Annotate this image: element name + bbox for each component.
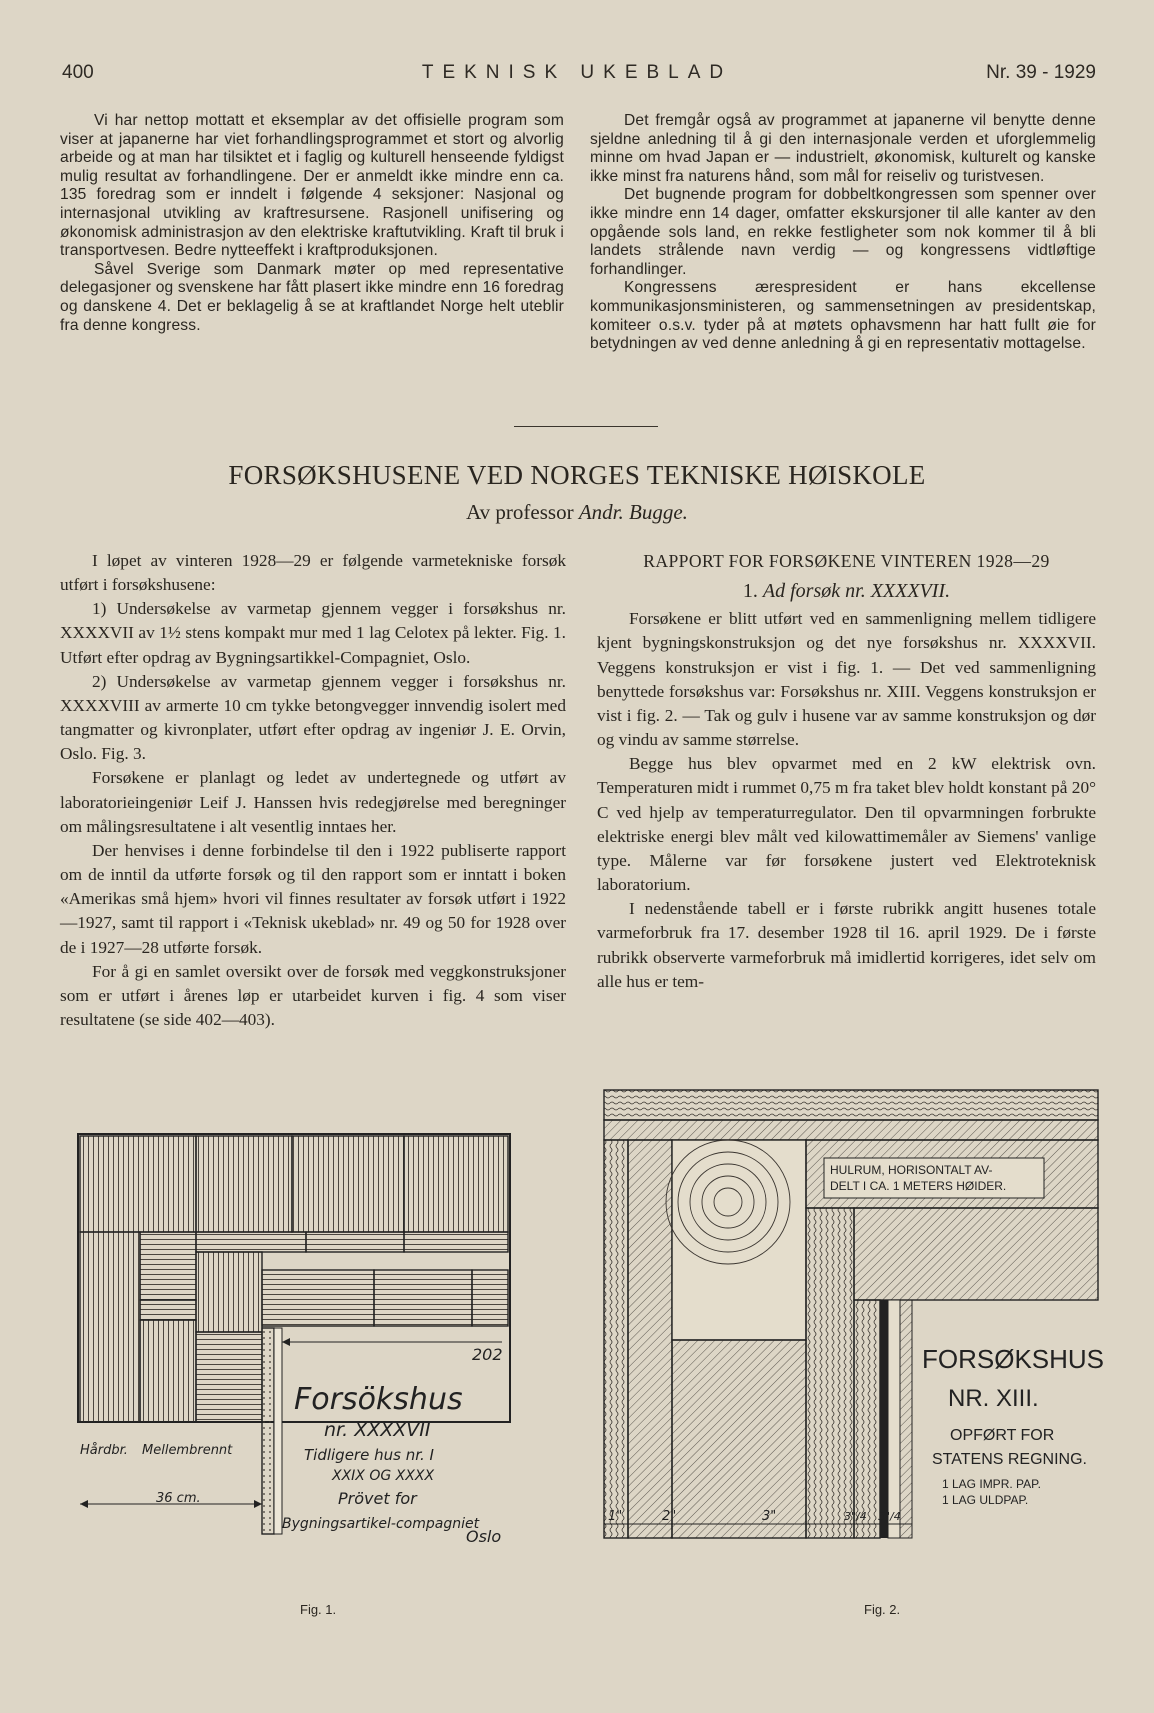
top-left-column xyxy=(60,112,564,335)
paragraph: Forsøkene er blitt utført ved en sammenligning mellem tidligere kjent bygningskonstruksjon og det nye forsøkshus nr. XXXXVII. Veggens konstruksjon er vist i fig. 1. — Det ved sammenligning benyttede forsøkshus var: Forsøkshus nr. XIII. Veggens konstruksjon er vist i fig. 2. — Tak og gulv i husene var av samme konstruksjon og dør og vindu av samme størrelse. xyxy=(597,609,1096,750)
paragraph: 2) Undersøkelse av varmetap gjennem vegger i forsøkshus nr. XXXXVIII av armerte 10 cm tykke betongvegger innvendig isolert med tangmatter og kivronplater, utført efter opdrag av ingeniør J. E. Orvin, Oslo. Fig. 3. xyxy=(60,671,566,764)
paragraph: Vi har nettop mottatt et eksemplar av det offisielle program som viser at japanerne har viet forhandlingsprogrammet et stort og alvorlig arbeide og at man har tilsiktet et i faglig og kulturell henseende fyldigst mulig resultat av forhandlingene. Der er anmeldt ikke mindre enn ca. 135 foredrag som er inndelt i følgende 4 seksjoner: Nasjonal og internasjonal utvikling av kraftresursene. Rasjonell unifisering og økonomisk administrasjon av den elektriske kraftutvikling. Kraft til bruk i transportvesen. Bedre nytteeffekt i kraftproduksjonen. xyxy=(60,112,564,260)
fig1-note3: Prövet for xyxy=(338,1489,417,1508)
brick-wall xyxy=(78,1134,510,1534)
fig2-title-line1: FORSØKSHUS xyxy=(922,1344,1105,1374)
timber-wall xyxy=(604,1090,1098,1538)
fig1-title-line1: Forsökshus xyxy=(294,1382,463,1417)
page-number: 400 xyxy=(62,62,94,83)
article-title: FORSØKSHUSENE VED NORGES TEKNISKE HØISKOLE xyxy=(228,460,926,490)
fig2-title-line3: OPFØRT FOR xyxy=(950,1427,1055,1444)
issue-number: Nr. 39 - 1929 xyxy=(986,62,1096,83)
figure-2-caption: Fig. 2. xyxy=(864,1602,901,1617)
report-heading: RAPPORT FOR FORSØKENE VINTEREN 1928—29 xyxy=(643,551,1050,571)
figure-2-drawing xyxy=(602,1088,1105,1538)
paragraph: Der henvises i denne forbindelse til den i 1922 publiserte rapport om de inntil da utførte forsøk og til den rapport som er inntatt i boken «Amerikas små hjem» hvori vil finnes resultater av forsøk utført i 1922—1927, samt til rapport i «Teknisk ukeblad» nr. 49 og 50 for 1928 over de i 1927—28 utførte forsøk. xyxy=(60,840,566,957)
paragraph: I løpet av vinteren 1928—29 er følgende varmetekniske forsøk utført i forsøkshusene: xyxy=(60,551,566,595)
paragraph: Det bugnende program for dobbeltkongressen som spenner over ikke mindre enn 14 dager, omfatter ekskursjoner til alle kanter av den opgående sols land, en rekke festligheter som nok kommer til å bli landets strålende navn verdig — og kongressens vidtløftige forhandlinger. xyxy=(590,186,1096,278)
paragraph: Det fremgår også av programmet at japanerne vil benytte denne sjeldne anledning til å gi den internasjonale verden et uforglemmelig minne om hvad Japan er — industrielt, økonomisk, kulturelt og kanske ikke minst fra naturens hånd, som mål for reiseliv og turistvesen. xyxy=(590,112,1096,185)
fig2-title-line2: NR. XIII. xyxy=(948,1385,1039,1412)
label-hardbr: Hårdbr. xyxy=(80,1443,128,1458)
layer2: 1 LAG ULDPAP. xyxy=(942,1493,1029,1507)
dim-2in: 2" xyxy=(662,1509,677,1524)
paragraph: 1) Undersøkelse av varmetap gjennem vegger i forsøkshus nr. XXXXVII av 1½ stens kompakt mur med 1 lag Celotex på lekter. Fig. 1. Utført efter opdrag av Bygningsartikkel-Compagniet, Oslo. xyxy=(60,599,566,667)
dim-202: 202 xyxy=(472,1345,503,1364)
section-divider xyxy=(514,426,658,427)
dim-34b: 3"/4 xyxy=(878,1510,901,1523)
paragraph: I nedenstående tabell er i første rubrikk angitt husenes totale varmeforbruk fra 17. desember 1928 til 16. april 1929. De i første rubrikk observerte varmeforbruk må imidlertid korrigeres, idet selv om alle hus er tem- xyxy=(597,899,1096,991)
log-end xyxy=(666,1140,806,1340)
sub-heading xyxy=(597,579,1096,603)
note-hulrum-2: DELT I CA. 1 METERS HØIDER. xyxy=(830,1179,1007,1193)
note-hulrum-1: HULRUM, HORISONTALT AV- xyxy=(830,1163,993,1177)
fig1-note2: XXIX OG XXXX xyxy=(332,1468,435,1484)
label-mellembrennt: Mellembrennt xyxy=(142,1443,233,1458)
paragraph: For å gi en samlet oversikt over de forsøk med veggkonstruksjoner som er utført i årenes løp er utarbeidet kurven i fig. 4 som viser resultatene (se side 402—403). xyxy=(60,961,566,1029)
byline-prefix: Av professor xyxy=(466,500,574,524)
dim-1in: 1" xyxy=(608,1509,623,1524)
sub-heading-number: 1. xyxy=(742,580,758,603)
fig2-title-line4: STATENS REGNING. xyxy=(932,1451,1087,1468)
paragraph: Såvel Sverige som Danmark møter op med representative delegasjoner og svenskene har fått plasert ikke mindre enn 16 foredrag og danskene 4. Det er beklagelig å se at kraftlandet Norge helt uteblir fra denne kongress. xyxy=(60,260,564,334)
top-right-column xyxy=(590,112,1096,354)
fig1-note5: Oslo xyxy=(466,1527,502,1546)
main-left-column xyxy=(60,549,566,1032)
figure-2 xyxy=(602,1088,1105,1538)
dim-34a: 3"/4 xyxy=(844,1510,867,1523)
paragraph: Begge hus blev opvarmet med en 2 kW elektrisk ovn. Temperaturen midt i rummet 0,75 m fra taket blev holdt konstant på 20° C ved hjelp av temperaturregulator. Den til opvarmningen forbrukte elektriske energi blev målt ved kilowattimemåler av Siemens' vanlige type. Målerne var før forsøkene justert ved Elektroteknisk laboratorium. xyxy=(597,754,1096,895)
byline xyxy=(0,500,1154,525)
sub-heading-title: Ad forsøk nr. XXXXVII. xyxy=(762,580,951,603)
byline-author: Andr. Bugge. xyxy=(578,500,688,524)
paragraph: Kongressens ærespresident er hans ekcellense kommunikasjonsministeren, og sammensetningen av presidentskap, komiteer o.s.v. tyder på at møtets ophavsmenn har hatt fullt øie for betydningen av ved denne anledning å gi en representativ mottagelse. xyxy=(590,279,1096,353)
dim-36cm: 36 cm. xyxy=(156,1491,201,1506)
figure-1-caption: Fig. 1. xyxy=(300,1602,337,1617)
fig1-note1: Tidligere hus nr. I xyxy=(304,1446,434,1464)
main-right-column xyxy=(597,549,1096,994)
paragraph: Forsøkene er planlagt og ledet av undertegnede og utført av laboratorieingeniør Leif J. Hanssen hvis redegjørelse med beregninger om målingsresultatene i alt vesentlig inntaes her. xyxy=(60,768,566,836)
dim-3in: 3" xyxy=(762,1509,777,1524)
running-head xyxy=(0,62,1154,90)
fig1-note4: Bygningsartikel-compagniet xyxy=(282,1516,480,1532)
figure-1 xyxy=(76,1132,512,1546)
fig1-title-line2: nr. XXXXVII xyxy=(324,1419,431,1441)
journal-title: TEKNISK UKEBLAD xyxy=(421,62,733,83)
figure-1-drawing xyxy=(76,1132,512,1546)
layer1: 1 LAG IMPR. PAP. xyxy=(942,1477,1041,1491)
